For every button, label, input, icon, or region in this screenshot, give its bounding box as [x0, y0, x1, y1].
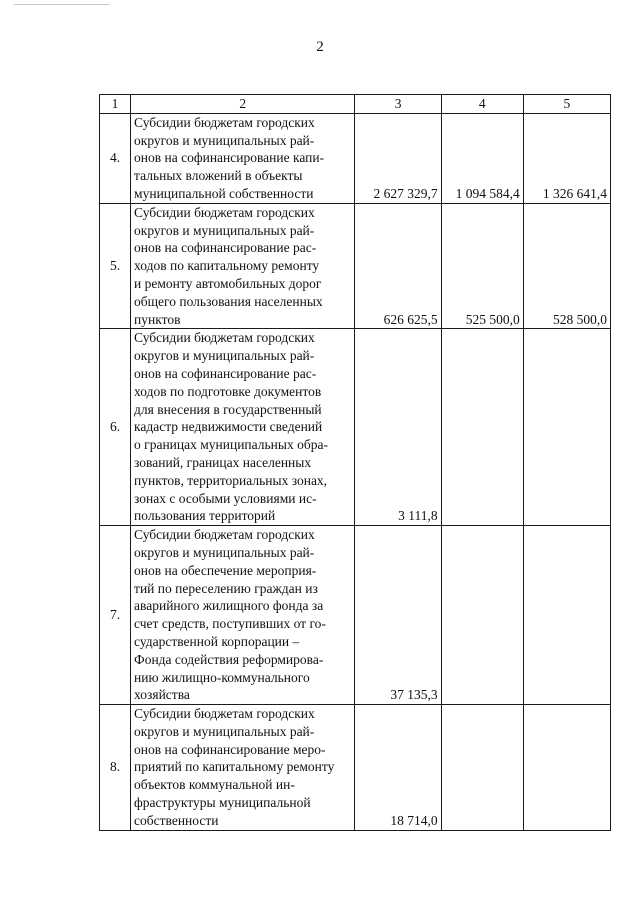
value-cell-4	[441, 526, 523, 705]
description-line: зований, границах населенных	[134, 454, 312, 470]
description-line: округов и муниципальных рай-	[134, 544, 315, 560]
value-cell-3: 18 714,0	[355, 705, 441, 831]
header-cell-4: 4	[441, 95, 523, 114]
table-row	[100, 113, 611, 203]
description-line: Субсидии бюджетам городских	[134, 204, 315, 220]
row-number: 4.	[100, 113, 131, 203]
description-line: зонах с особыми условиями ис-	[134, 490, 317, 506]
description-line: собственности	[134, 812, 219, 828]
description-line: округов и муниципальных рай-	[134, 222, 315, 238]
description-line: муниципальной собственности	[134, 185, 314, 201]
description-line: кадастр недвижимости сведений	[134, 419, 323, 435]
row-description	[131, 705, 355, 831]
description-line: о границах муниципальных обра-	[134, 437, 328, 453]
table-body	[100, 113, 611, 830]
description-line: округов и муниципальных рай-	[134, 132, 315, 148]
description-line: Субсидии бюджетам городских	[134, 527, 315, 543]
row-description	[131, 526, 355, 705]
description-line: объектов коммунальной ин-	[134, 777, 295, 793]
description-line: нию жилищно-коммунального	[134, 669, 310, 685]
description-line: Субсидии бюджетам городских	[134, 114, 315, 130]
description-line: онов на софинансирование рас-	[134, 240, 317, 256]
value-cell-5	[523, 705, 610, 831]
value-cell-3: 2 627 329,7	[355, 113, 441, 203]
description-line: Субсидии бюджетам городских	[134, 330, 315, 346]
description-line: общего пользования населенных	[134, 293, 323, 309]
value-cell-4: 525 500,0	[441, 203, 523, 329]
header-cell-2: 2	[131, 95, 355, 114]
value-cell-4	[441, 329, 523, 526]
table-row	[100, 203, 611, 329]
header-cell-3: 3	[355, 95, 441, 114]
value-cell-4: 1 094 584,4	[441, 113, 523, 203]
description-line: онов на софинансирование рас-	[134, 365, 317, 381]
description-line: пользования территорий	[134, 508, 276, 524]
table-row	[100, 705, 611, 831]
row-description	[131, 113, 355, 203]
description-line: пунктов, территориальных зонах,	[134, 472, 328, 488]
value-cell-5	[523, 329, 610, 526]
description-line: онов на обеспечение мероприя-	[134, 562, 317, 578]
description-line: ходов по капитальному ремонту	[134, 258, 320, 274]
description-line: фраструктуры муниципальной	[134, 795, 311, 811]
description-line: пунктов	[134, 311, 181, 327]
header-cell-1: 1	[100, 95, 131, 114]
row-description	[131, 329, 355, 526]
description-line: сударственной корпорации –	[134, 633, 300, 649]
description-line: тий по переселению граждан из	[134, 580, 318, 596]
value-cell-4	[441, 705, 523, 831]
header-cell-5: 5	[523, 95, 610, 114]
description-line: Фонда содействия реформирова-	[134, 651, 324, 667]
page-number: 2	[316, 39, 324, 55]
description-line: аварийного жилищного фонда за	[134, 598, 324, 614]
top-rule	[14, 4, 110, 5]
description-line: для внесения в государственный	[134, 401, 322, 417]
header-row	[100, 95, 611, 114]
description-line: приятий по капитальному ремонту	[134, 759, 335, 775]
row-number: 6.	[100, 329, 131, 526]
value-cell-5: 528 500,0	[523, 203, 610, 329]
row-description	[131, 203, 355, 329]
description-line: и ремонту автомобильных дорог	[134, 275, 322, 291]
description-line: онов на софинансирование меро-	[134, 741, 326, 757]
description-line: округов и муниципальных рай-	[134, 723, 315, 739]
description-line: ходов по подготовке документов	[134, 383, 322, 399]
description-line: онов на софинансирование капи-	[134, 150, 325, 166]
row-number: 5.	[100, 203, 131, 329]
description-line: счет средств, поступивших от го-	[134, 616, 326, 632]
value-cell-5: 1 326 641,4	[523, 113, 610, 203]
row-number: 7.	[100, 526, 131, 705]
value-cell-5	[523, 526, 610, 705]
value-cell-3: 626 625,5	[355, 203, 441, 329]
table-header	[100, 95, 611, 114]
table-row	[100, 329, 611, 526]
value-cell-3: 3 111,8	[355, 329, 441, 526]
description-line: тальных вложений в объекты	[134, 168, 303, 184]
table-row	[100, 526, 611, 705]
row-number: 8.	[100, 705, 131, 831]
value-cell-3: 37 135,3	[355, 526, 441, 705]
description-line: Субсидии бюджетам городских	[134, 706, 315, 722]
description-line: хозяйства	[134, 687, 190, 703]
description-line: округов и муниципальных рай-	[134, 348, 315, 364]
budget-table	[99, 94, 611, 831]
